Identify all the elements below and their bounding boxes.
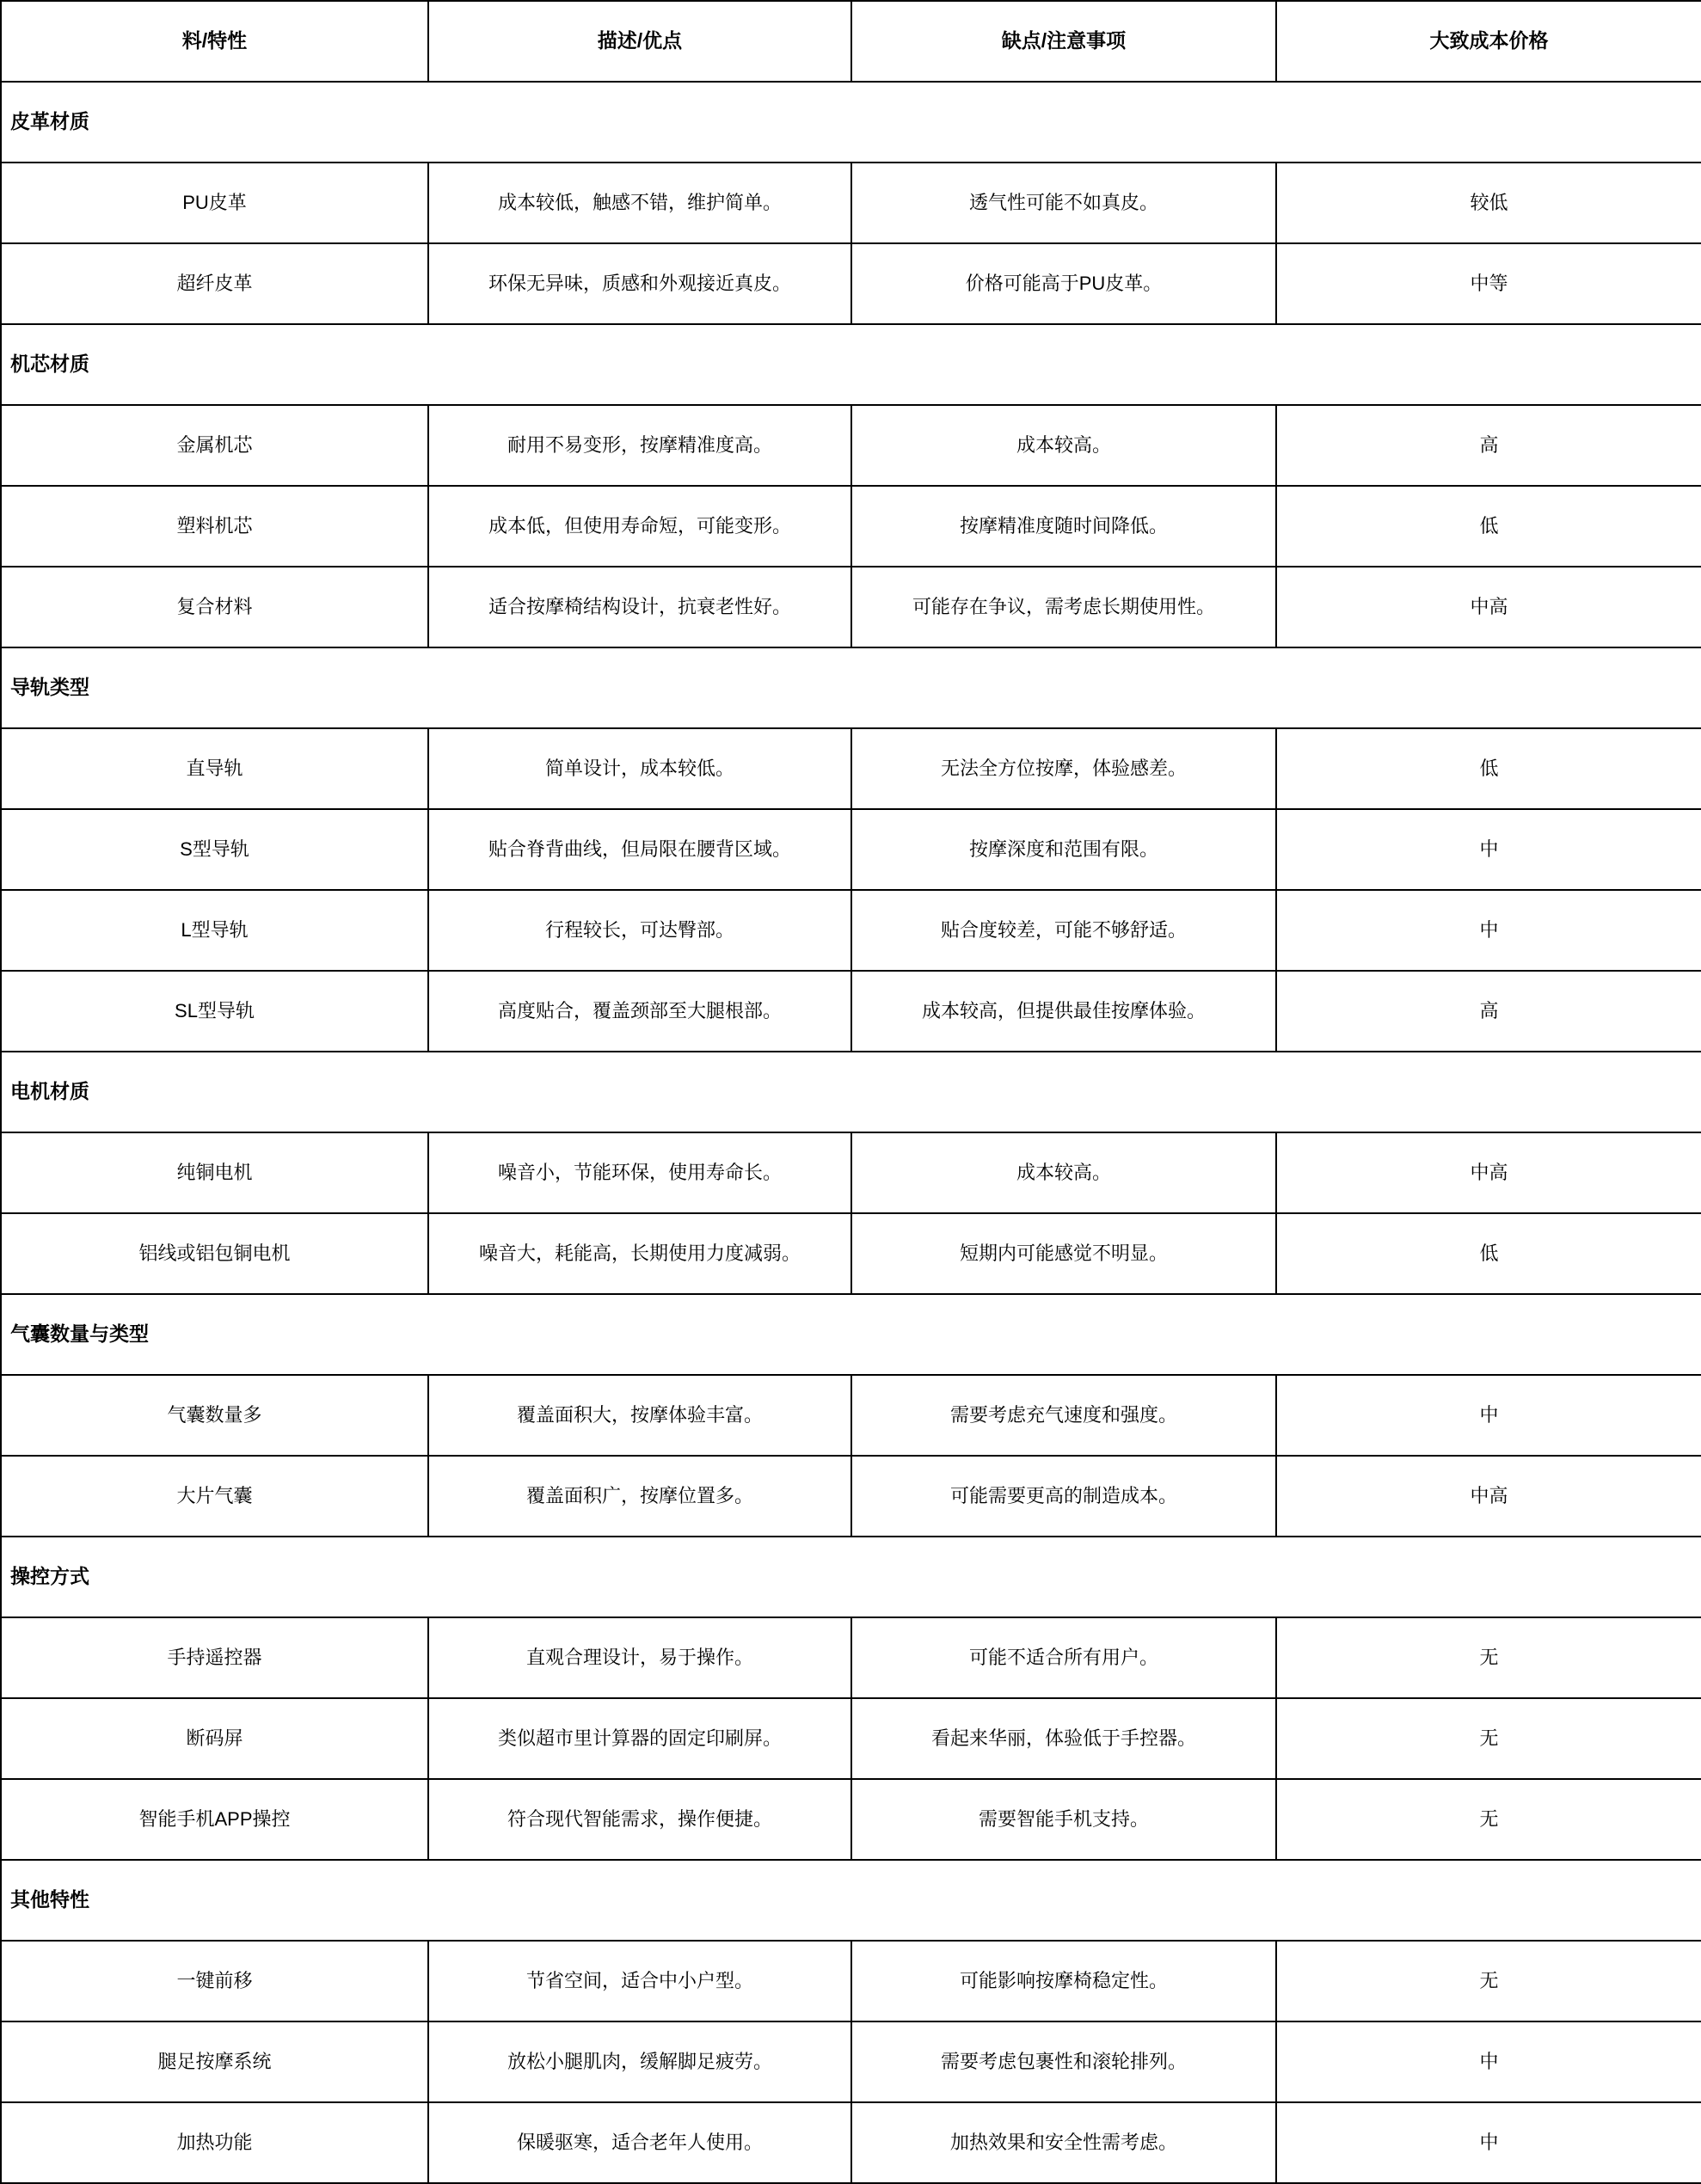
cost-cell: 无 (1276, 1941, 1701, 2021)
cons-cell: 需要考虑充气速度和强度。 (851, 1375, 1276, 1456)
table-row (1, 2021, 1701, 2102)
section-title: 导轨类型 (1, 647, 1701, 728)
description-cell: 类似超市里计算器的固定印刷屏。 (428, 1698, 851, 1779)
cost-cell: 无 (1276, 1779, 1701, 1860)
feature-cell: 复合材料 (1, 567, 428, 647)
table-row (1, 163, 1701, 243)
section-row (1, 1294, 1701, 1375)
cons-cell: 需要考虑包裹性和滚轮排列。 (851, 2021, 1276, 2102)
cons-cell: 可能不适合所有用户。 (851, 1617, 1276, 1698)
description-cell: 放松小腿肌肉，缓解脚足疲劳。 (428, 2021, 851, 2102)
section-row (1, 324, 1701, 405)
section-row (1, 1537, 1701, 1617)
feature-cell: 大片气囊 (1, 1456, 428, 1537)
cons-cell: 可能需要更高的制造成本。 (851, 1456, 1276, 1537)
description-cell: 符合现代智能需求，操作便捷。 (428, 1779, 851, 1860)
cost-cell: 高 (1276, 405, 1701, 486)
table-row (1, 1375, 1701, 1456)
cons-cell: 透气性可能不如真皮。 (851, 163, 1276, 243)
feature-cell: 断码屏 (1, 1698, 428, 1779)
table-row (1, 1617, 1701, 1698)
table-row (1, 1456, 1701, 1537)
feature-cell: 超纤皮革 (1, 243, 428, 324)
description-cell: 耐用不易变形，按摩精准度高。 (428, 405, 851, 486)
cost-cell: 中 (1276, 2021, 1701, 2102)
description-cell: 成本低，但使用寿命短，可能变形。 (428, 486, 851, 567)
feature-cell: 智能手机APP操控 (1, 1779, 428, 1860)
table-row (1, 1132, 1701, 1213)
table-header (1, 1, 1701, 82)
cons-cell: 贴合度较差，可能不够舒适。 (851, 890, 1276, 971)
header-cell-cost: 大致成本价格 (1276, 1, 1701, 82)
table-row (1, 405, 1701, 486)
header-cell-feature: 料/特性 (1, 1, 428, 82)
description-cell: 直观合理设计，易于操作。 (428, 1617, 851, 1698)
cost-cell: 低 (1276, 728, 1701, 809)
section-title: 其他特性 (1, 1860, 1701, 1941)
table-row (1, 1779, 1701, 1860)
cons-cell: 成本较高。 (851, 1132, 1276, 1213)
cons-cell: 看起来华丽，体验低于手控器。 (851, 1698, 1276, 1779)
feature-cell: 铝线或铝包铜电机 (1, 1213, 428, 1294)
table-row (1, 243, 1701, 324)
table-row (1, 1941, 1701, 2021)
feature-cell: 手持遥控器 (1, 1617, 428, 1698)
table-row (1, 728, 1701, 809)
cost-cell: 低 (1276, 1213, 1701, 1294)
cost-cell: 较低 (1276, 163, 1701, 243)
header-cell-description: 描述/优点 (428, 1, 851, 82)
feature-cell: S型导轨 (1, 809, 428, 890)
description-cell: 覆盖面积大，按摩体验丰富。 (428, 1375, 851, 1456)
description-cell: 节省空间，适合中小户型。 (428, 1941, 851, 2021)
section-title: 气囊数量与类型 (1, 1294, 1701, 1375)
cons-cell: 需要智能手机支持。 (851, 1779, 1276, 1860)
feature-cell: 腿足按摩系统 (1, 2021, 428, 2102)
table-row (1, 971, 1701, 1052)
cons-cell: 成本较高。 (851, 405, 1276, 486)
feature-cell: 纯铜电机 (1, 1132, 428, 1213)
cost-cell: 中高 (1276, 1456, 1701, 1537)
feature-cell: 直导轨 (1, 728, 428, 809)
feature-cell: 金属机芯 (1, 405, 428, 486)
description-cell: 高度贴合，覆盖颈部至大腿根部。 (428, 971, 851, 1052)
cons-cell: 无法全方位按摩，体验感差。 (851, 728, 1276, 809)
description-cell: 行程较长，可达臀部。 (428, 890, 851, 971)
feature-cell: 一键前移 (1, 1941, 428, 2021)
cost-cell: 高 (1276, 971, 1701, 1052)
cost-cell: 中等 (1276, 243, 1701, 324)
description-cell: 成本较低，触感不错，维护简单。 (428, 163, 851, 243)
cost-cell: 中 (1276, 890, 1701, 971)
feature-cell: 塑料机芯 (1, 486, 428, 567)
cons-cell: 按摩深度和范围有限。 (851, 809, 1276, 890)
description-cell: 环保无异味，质感和外观接近真皮。 (428, 243, 851, 324)
table-row (1, 1213, 1701, 1294)
cost-cell: 中高 (1276, 1132, 1701, 1213)
description-cell: 贴合脊背曲线，但局限在腰背区域。 (428, 809, 851, 890)
table-row (1, 1698, 1701, 1779)
feature-cell: L型导轨 (1, 890, 428, 971)
cons-cell: 价格可能高于PU皮革。 (851, 243, 1276, 324)
table-row (1, 486, 1701, 567)
section-title: 操控方式 (1, 1537, 1701, 1617)
cost-cell: 无 (1276, 1617, 1701, 1698)
cons-cell: 加热效果和安全性需考虑。 (851, 2102, 1276, 2183)
cons-cell: 可能存在争议，需考虑长期使用性。 (851, 567, 1276, 647)
section-title: 机芯材质 (1, 324, 1701, 405)
header-cell-cons: 缺点/注意事项 (851, 1, 1276, 82)
cons-cell: 成本较高，但提供最佳按摩体验。 (851, 971, 1276, 1052)
section-title: 电机材质 (1, 1052, 1701, 1132)
cost-cell: 低 (1276, 486, 1701, 567)
cost-cell: 中 (1276, 2102, 1701, 2183)
cons-cell: 按摩精准度随时间降低。 (851, 486, 1276, 567)
cost-cell: 无 (1276, 1698, 1701, 1779)
section-row (1, 82, 1701, 163)
feature-cell: 加热功能 (1, 2102, 428, 2183)
table-row (1, 567, 1701, 647)
cost-cell: 中 (1276, 1375, 1701, 1456)
description-cell: 保暖驱寒，适合老年人使用。 (428, 2102, 851, 2183)
table-body (1, 82, 1701, 2183)
header-row (1, 1, 1701, 82)
feature-cell: 气囊数量多 (1, 1375, 428, 1456)
cost-cell: 中高 (1276, 567, 1701, 647)
cost-cell: 中 (1276, 809, 1701, 890)
section-row (1, 1860, 1701, 1941)
table-row (1, 890, 1701, 971)
cons-cell: 短期内可能感觉不明显。 (851, 1213, 1276, 1294)
feature-cell: PU皮革 (1, 163, 428, 243)
description-cell: 覆盖面积广，按摩位置多。 (428, 1456, 851, 1537)
section-row (1, 647, 1701, 728)
description-cell: 噪音大，耗能高，长期使用力度减弱。 (428, 1213, 851, 1294)
cons-cell: 可能影响按摩椅稳定性。 (851, 1941, 1276, 2021)
table-row (1, 809, 1701, 890)
description-cell: 噪音小，节能环保，使用寿命长。 (428, 1132, 851, 1213)
feature-cell: SL型导轨 (1, 971, 428, 1052)
section-title: 皮革材质 (1, 82, 1701, 163)
section-row (1, 1052, 1701, 1132)
table-row (1, 2102, 1701, 2183)
description-cell: 简单设计，成本较低。 (428, 728, 851, 809)
description-cell: 适合按摩椅结构设计，抗衰老性好。 (428, 567, 851, 647)
